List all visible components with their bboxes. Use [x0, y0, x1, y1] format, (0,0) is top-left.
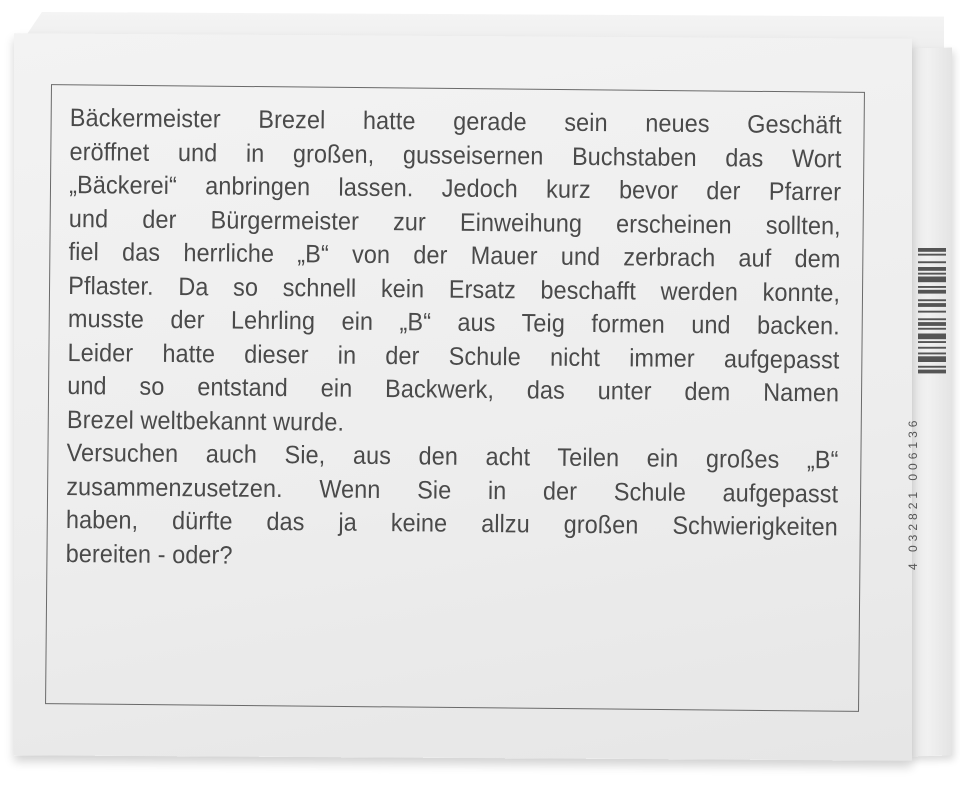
- story-line: musste der Lehrling ein „B“ aus Teig formen und backen.: [67, 304, 840, 341]
- barcode-bar: [918, 303, 946, 307]
- barcode-bar: [918, 261, 946, 263]
- story-text: [65, 102, 842, 578]
- barcode-bar: [918, 334, 946, 340]
- barcode-bar: [918, 366, 946, 368]
- barcode-bar: [918, 286, 946, 288]
- barcode-bar: [918, 311, 946, 313]
- challenge-line: bereiten - oder?: [65, 539, 233, 570]
- story-line: Brezel weltbekannt wurde.: [66, 405, 345, 437]
- story-line: Bäckermeister Brezel hatte gerade sein neues Geschäft: [69, 103, 842, 140]
- barcode-digits: 4 032821 006136: [906, 416, 920, 570]
- barcode-bar: [918, 248, 946, 252]
- barcode-bar: [918, 273, 946, 275]
- story-line: fiel das herrliche „B“ von der Mauer und zerbrach auf dem: [68, 237, 841, 274]
- barcode-bar: [918, 353, 946, 355]
- barcode-bar: [918, 290, 946, 294]
- barcode-bar: [918, 267, 946, 271]
- barcode-bar: [918, 328, 946, 330]
- barcode-bar: [918, 318, 946, 320]
- barcode-bar: [918, 322, 946, 326]
- story-line: eröffnet und in großen, gusseisernen Buchstaben das Wort: [69, 137, 842, 173]
- story-line: „Bäckerei“ anbringen lassen. Jedoch kurz bevor der Pfarrer: [69, 170, 842, 207]
- challenge-line: haben, dürfte das ja keine allzu großen Schwierigkeiten: [65, 505, 838, 542]
- barcode: [918, 248, 946, 568]
- barcode-bar: [918, 356, 946, 362]
- barcode-bar: [918, 347, 946, 349]
- challenge-line: Versuchen auch Sie, aus den acht Teilen ein großes „B“: [66, 438, 839, 475]
- barcode-bar: [918, 341, 946, 343]
- challenge-line: zusammenzusetzen. Wenn Sie in der Schule aufgepasst: [66, 472, 839, 508]
- barcode-bar: [918, 370, 946, 374]
- story-line: und der Bürgermeister zur Einweihung erscheinen sollten,: [68, 204, 841, 240]
- story-line: Pflaster. Da so schnell kein Ersatz beschafft werden konnte,: [68, 271, 841, 307]
- barcode-bar: [918, 299, 946, 301]
- barcode-bar: [918, 254, 946, 256]
- story-line: und so entstand ein Backwerk, das unter dem Namen: [67, 371, 840, 408]
- barcode-bar: [918, 277, 946, 283]
- story-line: Leider hatte dieser in der Schule nicht immer aufgepasst: [67, 338, 840, 374]
